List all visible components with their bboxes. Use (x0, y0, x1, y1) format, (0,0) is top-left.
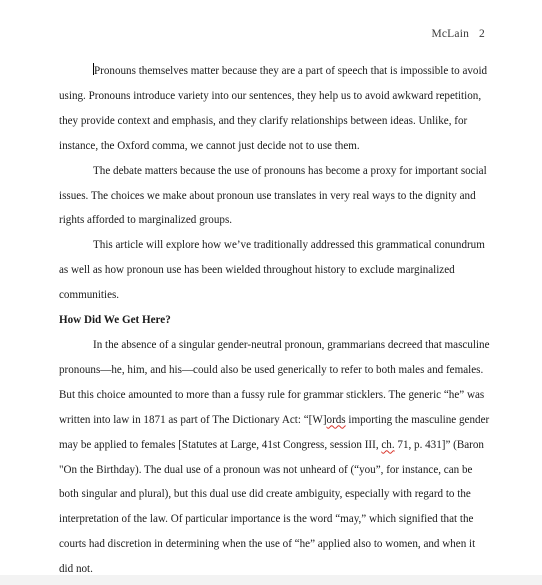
page-bottom-edge (0, 575, 542, 585)
paragraph-1 (59, 59, 491, 159)
paragraph-4-part-2: importing the masculine gender may be applied to females [Statutes at Large, 41st Congress, session III, (59, 413, 490, 451)
paragraph-2: The debate matters because the use of pronouns has become a proxy for important social issues. The choices we make about pronoun use translates in very real ways to the dignity and rights afforded to marginalized groups. (59, 164, 487, 227)
spelling-error-ch: ch. (381, 438, 395, 451)
paragraph-4-part-1: In the absence of a singular gender-neutral pronoun, grammarians decreed that masculine pronouns—he, him, and his—could also be used generically to refer to both males and females. But this choice amounted to more than a fussy rule for grammar sticklers. The generic “he” was written into law in 1871 as part of The Dictionary Act: “[W] (59, 338, 490, 426)
paragraph-3: This article will explore how we’ve traditionally addressed this grammatical conundrum as well as how pronoun use has been wielded throughout history to exclude marginalized communities. (59, 239, 485, 302)
header-author: McLain (431, 28, 470, 40)
paragraph-1-text: Pronouns themselves matter because they are a part of speech that is impossible to avoid using. Pronouns introduce variety into our sentences, they help us to avoid awkward repetition, they provide context and emphasis, and they clarify relationships between ideas. Unlike, for instance, the Oxford comma, we cannot just decide not to use them. (59, 65, 488, 152)
header-page-number: 2 (479, 28, 485, 40)
document-body[interactable] (59, 59, 491, 582)
section-heading: How Did We Get Here? (59, 314, 171, 327)
paragraph-4 (59, 333, 491, 582)
paragraph-4-part-3: 71, p. 431]” (Baron "On the Birthday). The dual use of a pronoun was not unheard of (“you”, for instance, can be both singular and plural), but this dual use did create ambiguity, especially with regard to the interpretation of the law. Of particular importance is the word “may,” which signified that the courts had discretion in determining when the use of “he” applied also to women, and when it did not. (59, 438, 484, 576)
spelling-error-words: ords (326, 413, 346, 426)
running-header (431, 28, 485, 40)
